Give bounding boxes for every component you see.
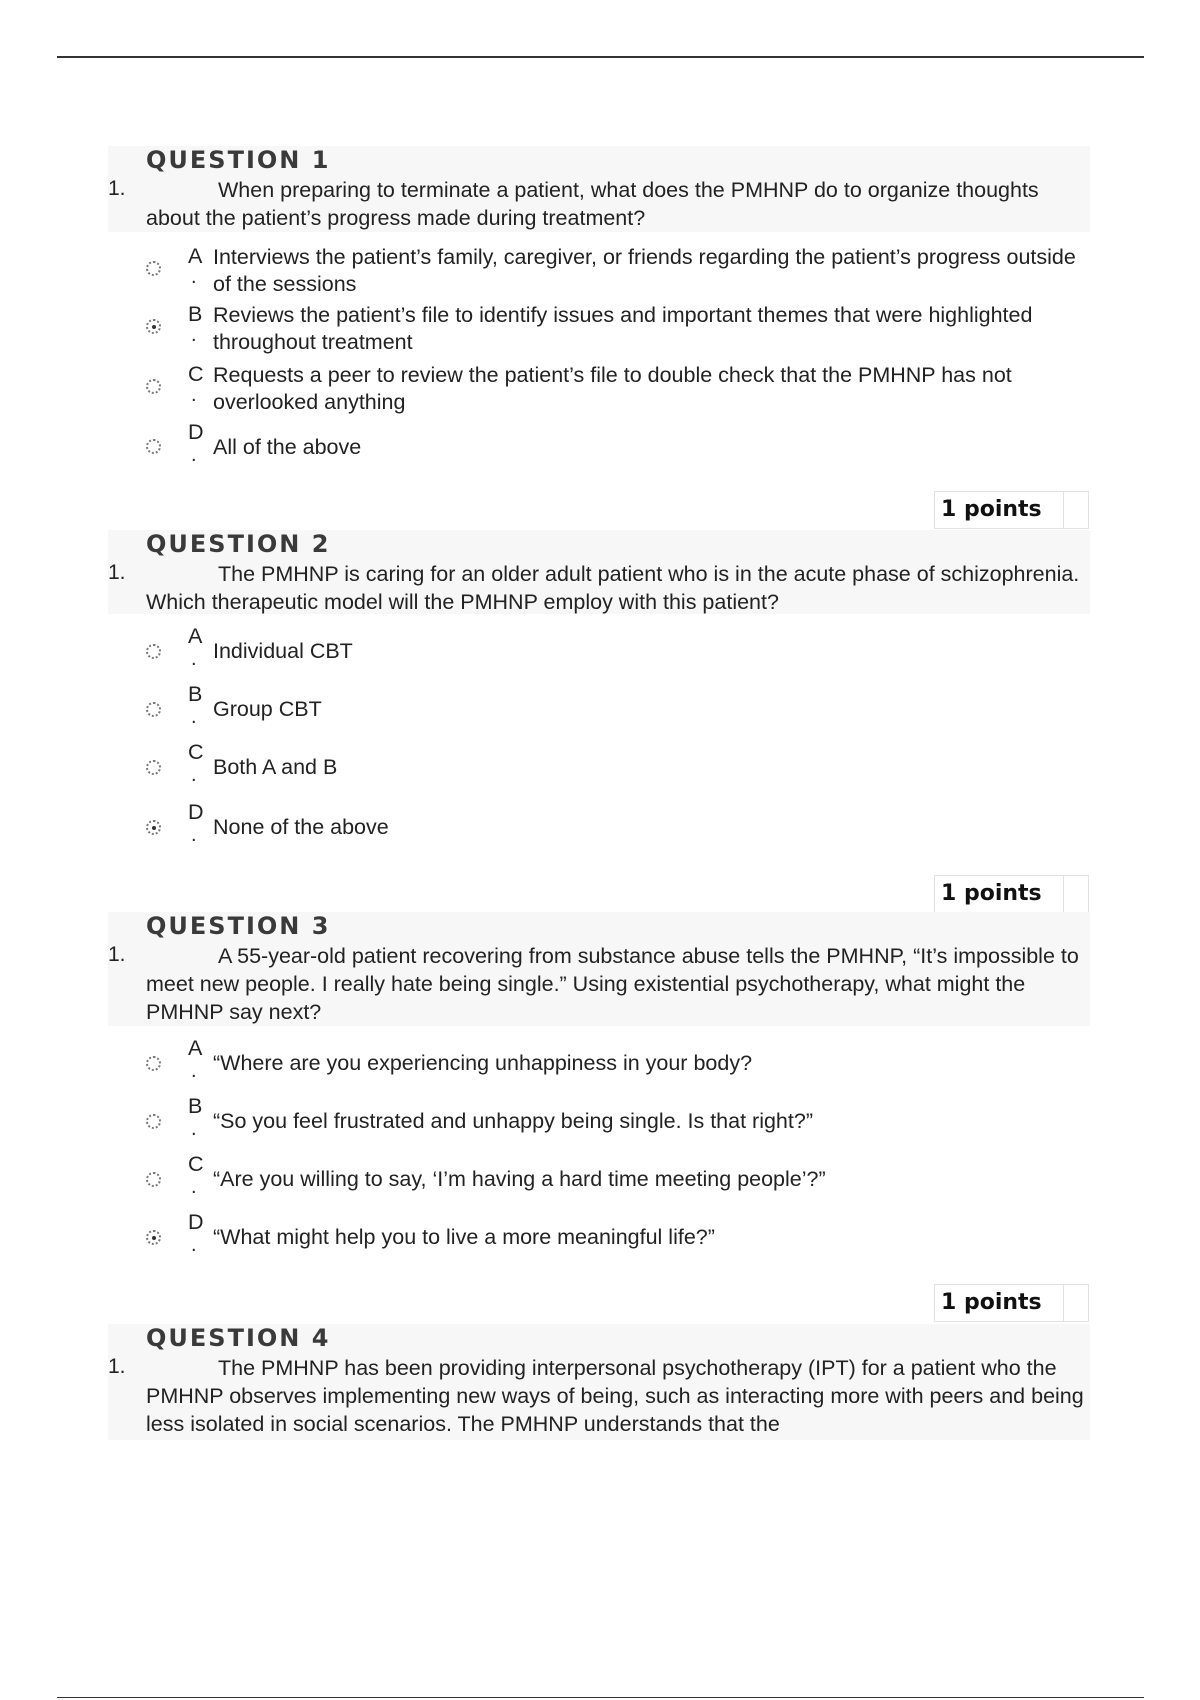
answer-letter: D [188,1210,204,1234]
answer-letter: B [188,682,203,706]
answer-letter: A [188,244,203,268]
answer-text: Group CBT [213,697,322,721]
answer-dot: . [191,1234,197,1256]
question-title: QUESTION 1 [146,146,331,174]
points-value: 1 points [941,497,1042,522]
radio-button[interactable] [146,1056,161,1071]
answer-dot: . [191,266,197,288]
points-box [934,875,1089,913]
answer-text: Interviews the patient’s family, caregiver, or friends regarding the patient’s progress outside of the sessions [213,245,1076,296]
answer-dot: . [191,1176,197,1198]
answer-dot: . [191,648,197,670]
question-number: 1. [108,943,126,966]
answer-dot: . [191,824,197,846]
answer-dot: . [191,444,197,466]
question-title: QUESTION 2 [146,530,331,558]
question-text: The PMHNP has been providing interpersonal psychotherapy (IPT) for a patient who the PMHNP observes implementing new ways of being, such as interacting more with peers and being less isolated in social scenarios. The PMHNP understands that the [146,1356,1084,1436]
answer-letter: B [188,1094,203,1118]
radio-button-selected[interactable] [146,820,161,835]
answer-text: “So you feel frustrated and unhappy being single. Is that right?” [213,1109,813,1133]
radio-button[interactable] [146,379,161,394]
radio-button[interactable] [146,1114,161,1129]
points-input-box [1063,876,1088,912]
points-value: 1 points [941,881,1042,906]
answer-letter: B [188,302,203,326]
answer-text: “Are you willing to say, ‘I’m having a hard time meeting people’?” [213,1167,826,1191]
answer-dot: . [191,1118,197,1140]
answer-letter: A [188,1036,203,1060]
answer-letter: D [188,420,204,444]
question-number: 1. [108,1355,126,1378]
points-input-box [1063,1285,1088,1321]
question-title: QUESTION 3 [146,912,331,940]
answer-text: “Where are you experiencing unhappiness in your body? [213,1051,753,1075]
radio-button-selected[interactable] [146,1230,161,1245]
question-text: A 55-year-old patient recovering from substance abuse tells the PMHNP, “It’s impossible to meet new people. I really hate being single.” Using existential psychotherapy, what might the PMHNP say next? [146,944,1079,1024]
answer-letter: D [188,800,204,824]
radio-button[interactable] [146,644,161,659]
question-title: QUESTION 4 [146,1324,331,1352]
question-number: 1. [108,561,126,584]
points-input-box [1063,492,1088,528]
points-box [934,491,1089,529]
answer-text: Both A and B [213,755,338,779]
radio-button[interactable] [146,760,161,775]
answer-dot: . [191,706,197,728]
answer-text: Individual CBT [213,639,353,663]
answer-text: “What might help you to live a more meaningful life?” [213,1225,715,1249]
answer-text: Reviews the patient’s file to identify issues and important themes that were highlighted throughout treatment [213,303,1033,354]
radio-button[interactable] [146,439,161,454]
answer-text: Requests a peer to review the patient’s file to double check that the PMHNP has not overlooked anything [213,363,1012,414]
answer-dot: . [191,1060,197,1082]
radio-button[interactable] [146,702,161,717]
question-text: When preparing to terminate a patient, what does the PMHNP do to organize thoughts about the patient’s progress made during treatment? [146,178,1039,230]
answer-letter: C [188,362,204,386]
answer-text: All of the above [213,435,362,459]
answer-dot: . [191,324,197,346]
radio-button-selected[interactable] [146,319,161,334]
points-box [934,1284,1089,1322]
radio-button[interactable] [146,261,161,276]
question-number: 1. [108,177,126,200]
answer-letter: A [188,624,203,648]
top-rule [57,56,1144,58]
question-text: The PMHNP is caring for an older adult patient who is in the acute phase of schizophrenia. Which therapeutic model will the PMHNP employ with this patient? [146,562,1080,614]
answer-text: None of the above [213,815,389,839]
answer-letter: C [188,740,204,764]
answer-dot: . [191,384,197,406]
answer-dot: . [191,764,197,786]
radio-button[interactable] [146,1172,161,1187]
points-value: 1 points [941,1290,1042,1315]
answer-letter: C [188,1152,204,1176]
bottom-rule [57,1697,1144,1698]
